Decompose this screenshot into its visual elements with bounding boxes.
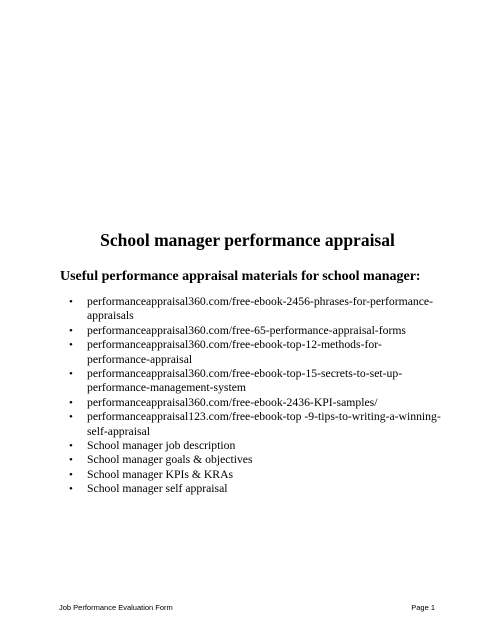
list-item-text: School manager goals & objectives [87, 453, 253, 467]
list-item-text: performanceappraisal123.com/free-ebook-top -9-tips-to-writing-a-winning-self-appraisal [87, 410, 441, 438]
bullet-icon: • [69, 468, 73, 481]
bullet-icon: • [69, 339, 73, 352]
list-item-text: School manager KPIs & KRAs [87, 467, 234, 481]
list-item [69, 338, 442, 367]
list-item [69, 482, 442, 496]
bullet-icon: • [69, 324, 73, 337]
bullet-icon: • [69, 483, 73, 496]
bullet-icon: • [69, 440, 73, 453]
footer-form-name: Job Performance Evaluation Form [59, 603, 173, 612]
list-item-text: School manager job description [87, 439, 236, 453]
resource-list [69, 295, 442, 497]
list-item [69, 323, 442, 338]
list-item [69, 295, 442, 324]
list-item [69, 410, 442, 439]
list-item [69, 453, 442, 467]
list-item-text: performanceappraisal360.com/free-ebook-2436-KPI-samples/ [87, 395, 378, 409]
bullet-icon: • [69, 411, 73, 424]
list-item [69, 467, 442, 482]
list-item-text: performanceappraisal360.com/free-65-performance-appraisal-forms [87, 323, 406, 337]
bullet-icon: • [69, 296, 73, 308]
list-item-text: performanceappraisal360.com/free-ebook-2456-phrases-for-performance-appraisals [87, 295, 433, 323]
list-item-text: School manager self appraisal [87, 482, 228, 496]
bullet-icon: • [69, 396, 73, 409]
list-item-text: performanceappraisal360.com/free-ebook-top-15-secrets-to-set-up-performance-management-system [87, 367, 403, 395]
list-item [69, 395, 442, 410]
bullet-icon: • [69, 454, 73, 467]
document-title: School manager performance appraisal [100, 230, 395, 250]
list-item-text: performanceappraisal360.com/free-ebook-top-12-methods-for-performance-appraisal [87, 338, 382, 366]
list-item [69, 439, 442, 453]
section-heading: Useful performance appraisal materials for school manager: [60, 269, 421, 284]
page-number: Page 1 [411, 603, 435, 612]
list-item [69, 367, 442, 396]
bullet-icon: • [69, 368, 73, 381]
